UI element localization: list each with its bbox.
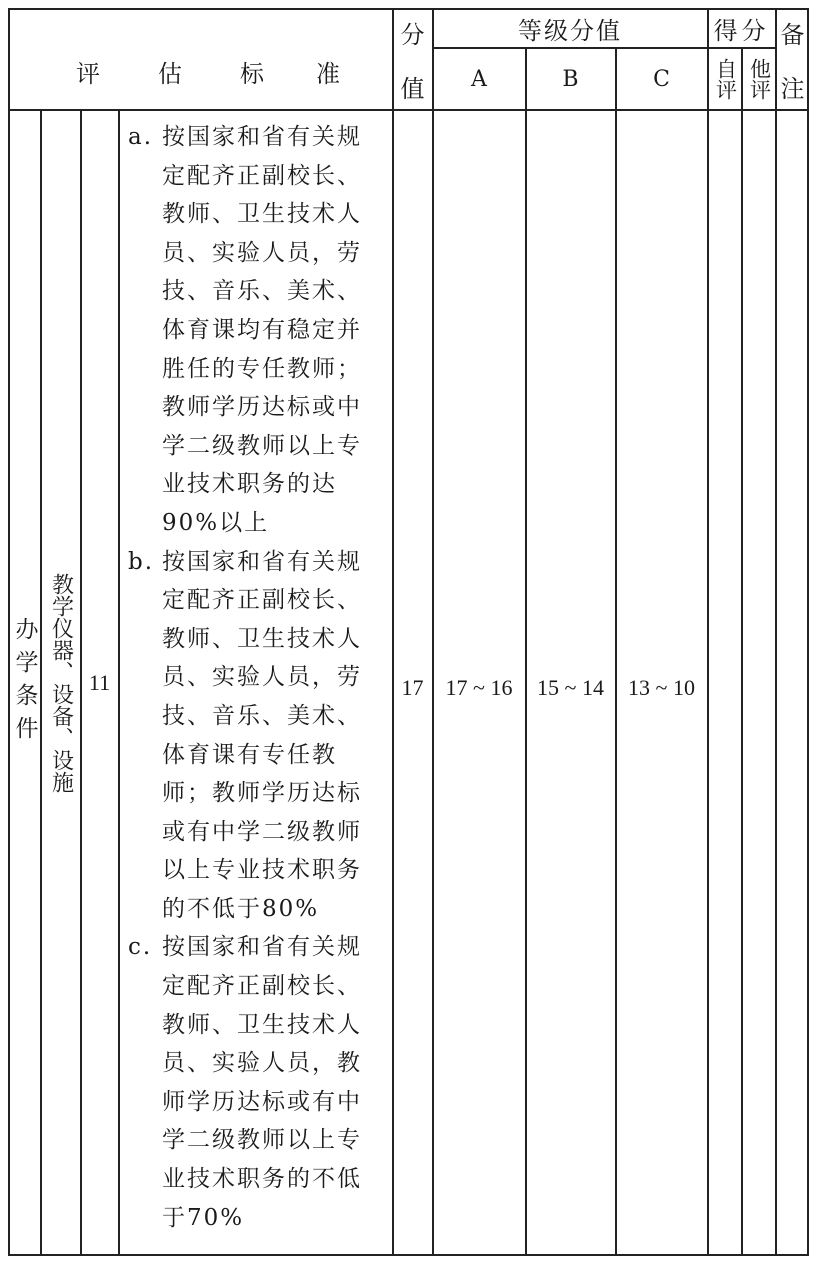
divider bbox=[741, 48, 743, 1256]
criteria-item bbox=[128, 928, 386, 1237]
other-eval-header bbox=[743, 49, 775, 109]
score-header-bottom: 值 bbox=[400, 74, 425, 103]
item-marker: c. bbox=[128, 934, 153, 961]
grade-b-header: B bbox=[562, 66, 579, 92]
criteria-char: 估 bbox=[158, 60, 182, 88]
divider bbox=[432, 8, 434, 1256]
category-label: 办学条件 bbox=[11, 617, 38, 749]
subcategory-cell bbox=[41, 110, 80, 1256]
obtained-header: 得分 bbox=[713, 16, 770, 45]
divider bbox=[8, 109, 809, 111]
item-text: 按国家和省有关规定配齐正副校长、教师、卫生技术人员、实验人员，劳技、音乐、美术、体育课有专任教师；教师学历达标或有中学二级教师以上专业技术职务的不低于80% bbox=[162, 548, 362, 922]
criteria-list bbox=[128, 118, 386, 1237]
grade-c-header: C bbox=[653, 66, 670, 92]
divider bbox=[707, 8, 709, 1256]
item-marker: a. bbox=[128, 124, 154, 150]
score-header-top: 分 bbox=[400, 20, 425, 49]
grades-title: 等级分值 bbox=[518, 16, 622, 45]
index-number: 11 bbox=[88, 670, 111, 695]
criteria-char: 准 bbox=[316, 60, 340, 88]
criteria-item bbox=[128, 543, 386, 929]
self-eval-header bbox=[709, 49, 741, 109]
item-text: 按国家和省有关规定配齐正副校长、教师、卫生技术人员、实验人员，劳技、音乐、美术、体育课均有稳定并胜任的专任教师；教师学历达标或中学二级教师以上专业技术职务的达90%以上 bbox=[162, 124, 362, 536]
divider bbox=[615, 48, 617, 1256]
criteria-item bbox=[128, 118, 386, 543]
item-text: 按国家和省有关规定配齐正副校长、教师、卫生技术人员、实验人员，教师学历达标或有中学二级教师以上专业技术职务的不低于70% bbox=[162, 934, 362, 1231]
divider bbox=[392, 8, 394, 1256]
remark-header-top: 备 bbox=[780, 20, 805, 49]
divider bbox=[775, 8, 777, 1256]
divider bbox=[118, 110, 120, 1256]
grade-a-header: A bbox=[471, 66, 487, 92]
item-marker: b. bbox=[128, 548, 155, 575]
grade-c-value: 13 ~ 10 bbox=[628, 675, 695, 700]
remark-header-bottom: 注 bbox=[780, 74, 805, 103]
divider bbox=[525, 48, 527, 1256]
criteria-char: 评 bbox=[76, 60, 100, 88]
score-value: 17 bbox=[401, 675, 424, 700]
category-cell bbox=[8, 110, 40, 1256]
index-cell bbox=[81, 110, 118, 1256]
criteria-header bbox=[8, 8, 392, 109]
self-eval-label: 自评 bbox=[713, 58, 738, 100]
criteria-char: 标 bbox=[240, 60, 264, 88]
other-eval-label: 他评 bbox=[747, 58, 772, 100]
subcategory-label: 教学仪器、设备、设施 bbox=[48, 573, 74, 793]
grade-b-value: 15 ~ 14 bbox=[537, 675, 604, 700]
grade-a-value: 17 ~ 16 bbox=[445, 675, 513, 700]
